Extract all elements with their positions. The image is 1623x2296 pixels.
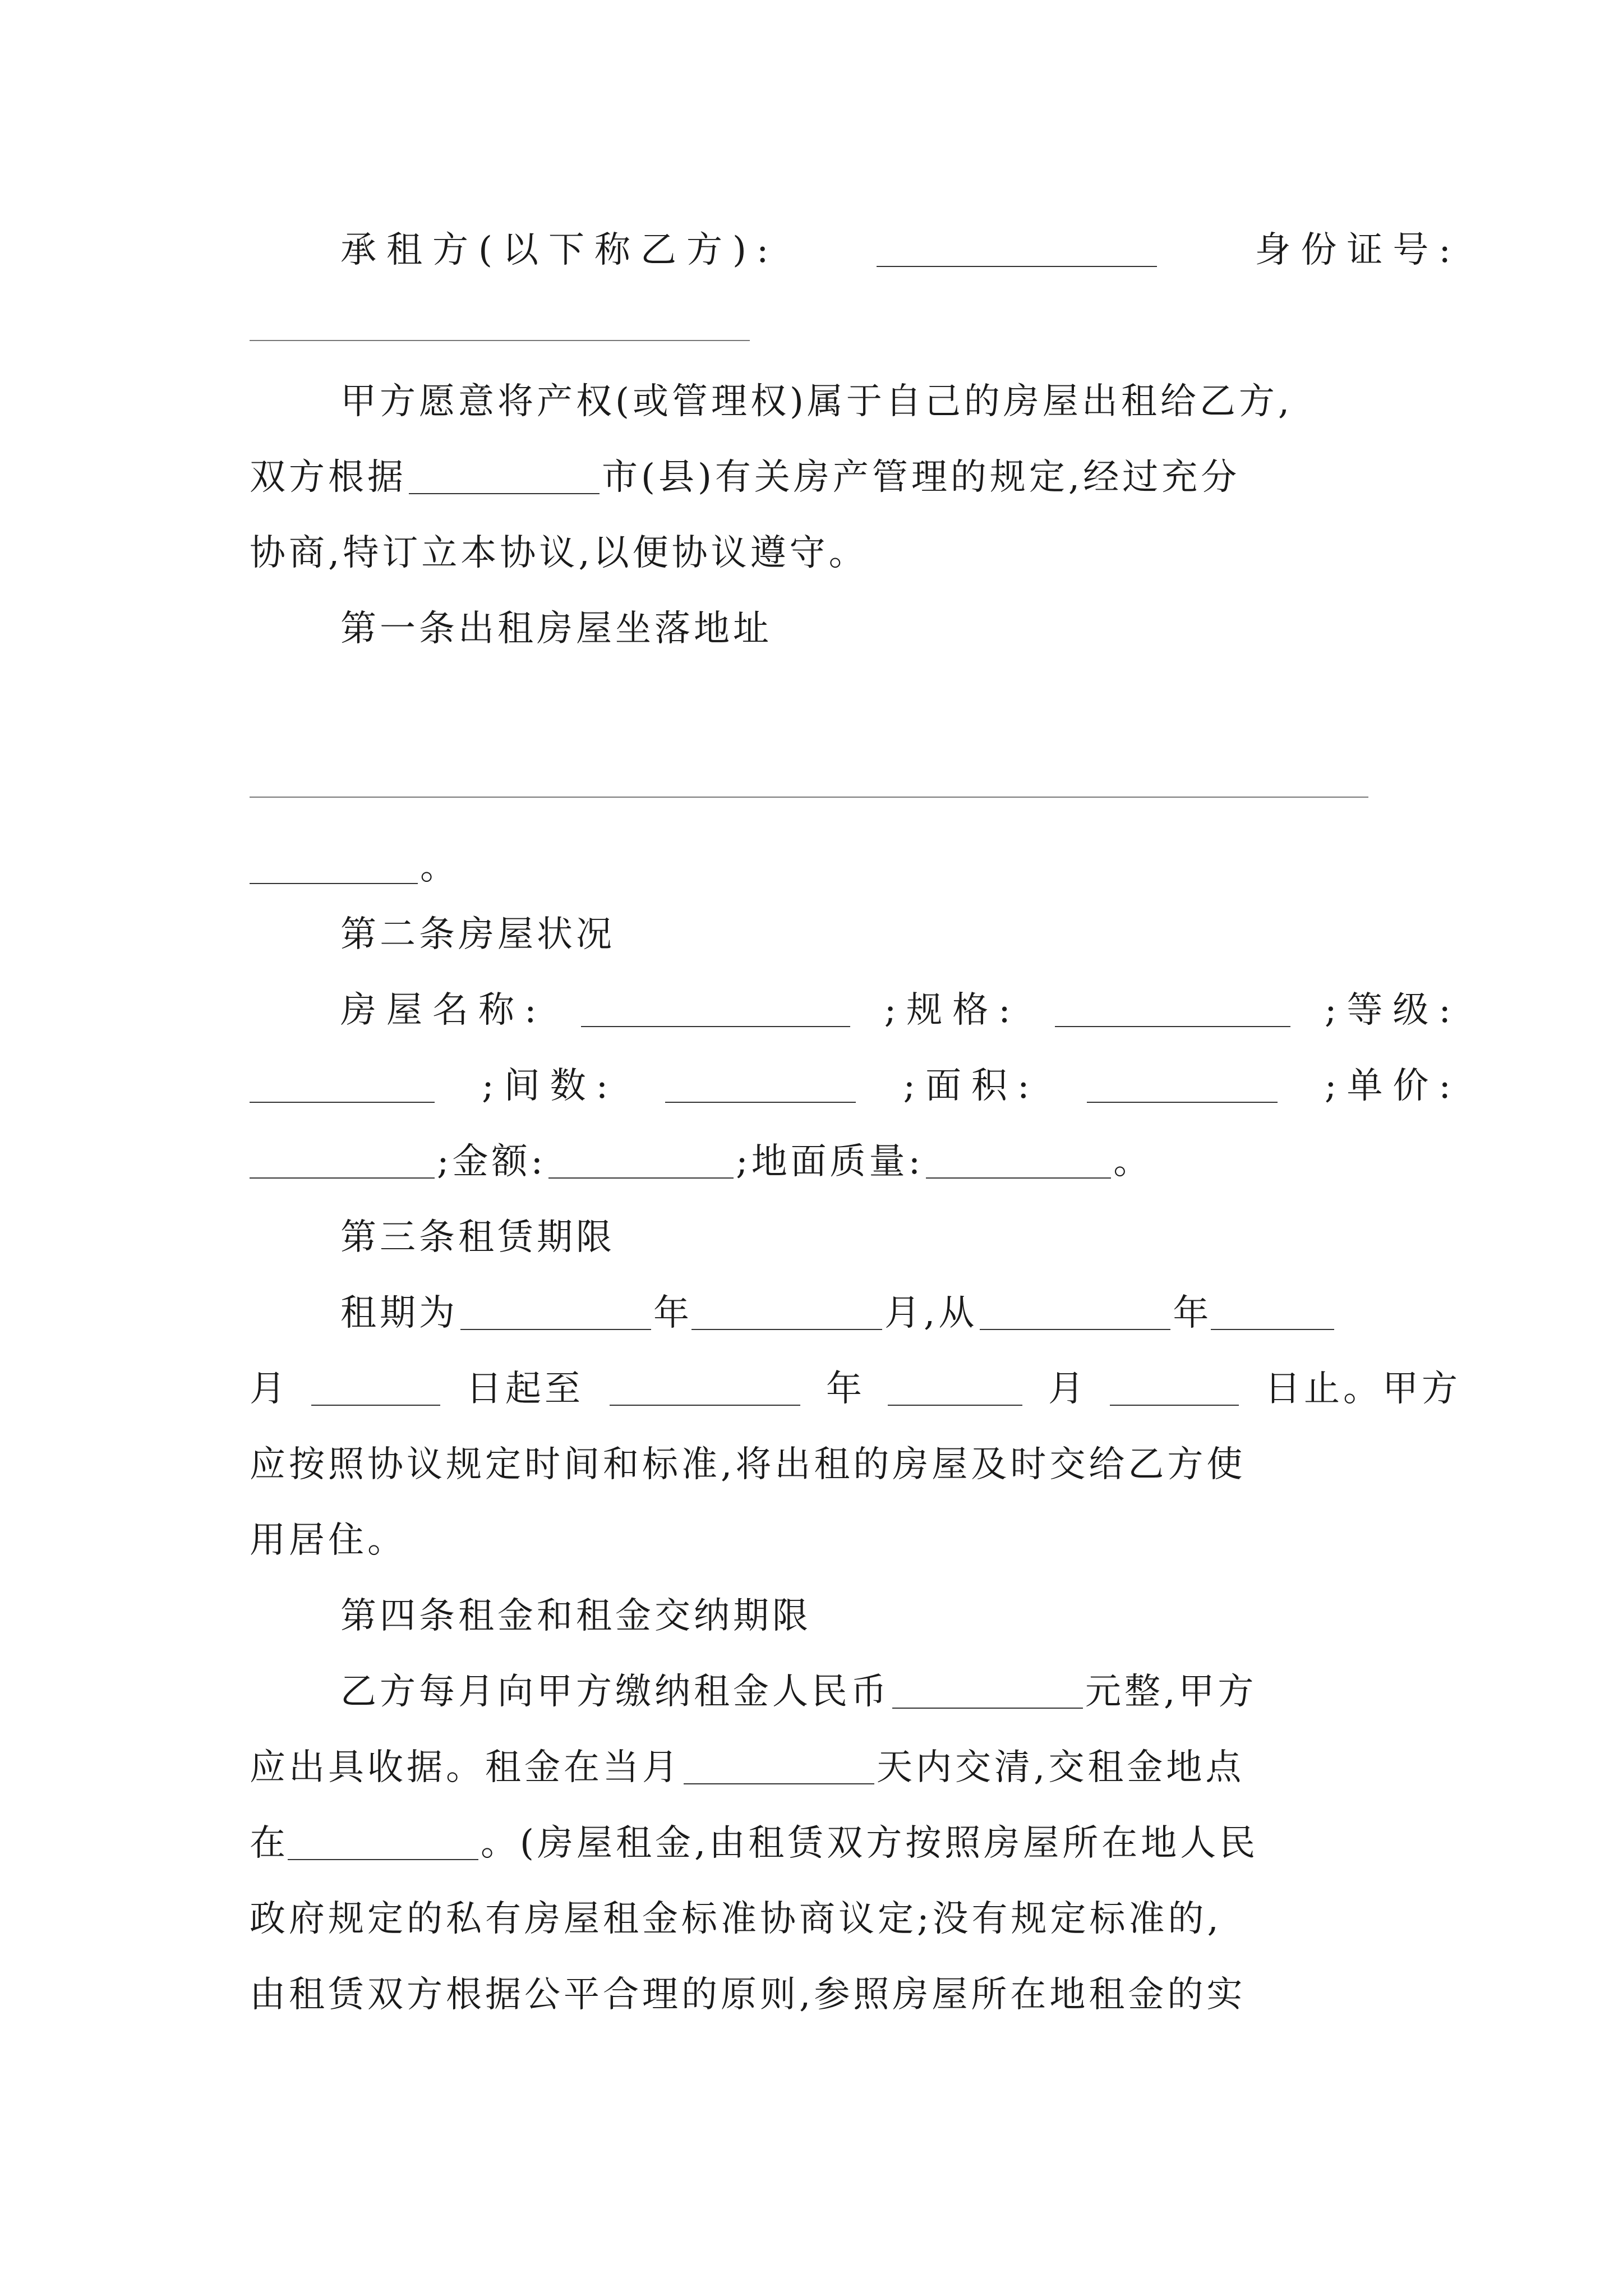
article-3-title: [340, 1195, 1461, 1262]
article-3-heading: 第三条租赁期限: [340, 1217, 615, 1258]
article-4-line-3: [250, 1801, 1461, 1868]
rent-place-blank[interactable]: [288, 1825, 478, 1860]
end-day-label: 日止。甲方: [1265, 1368, 1461, 1410]
intro-text-2a: 双方根据: [250, 457, 407, 498]
spec-blank[interactable]: [1055, 992, 1290, 1027]
article-1-title: [340, 586, 1461, 654]
article-3-line-4: [250, 1498, 1461, 1565]
amount-label: ;金额:: [437, 1141, 547, 1182]
intro-text-3: 协商,特订立本协议,以便协议遵守。: [250, 532, 868, 574]
article-2-line-2: [250, 1043, 1461, 1111]
area-label: ;面积:: [903, 1065, 1040, 1107]
rent-amount-label: 乙方每月向甲方缴纳租金人民币: [340, 1671, 890, 1713]
term-label: 租期为: [340, 1292, 458, 1334]
article-4-line-5: [250, 1952, 1461, 2019]
rooms-label: ;间数:: [482, 1065, 619, 1107]
unit-price-label: ;单价:: [1324, 1065, 1461, 1107]
article-2-period: 。: [1113, 1141, 1150, 1182]
term-months-blank[interactable]: [691, 1295, 882, 1330]
term-years-blank[interactable]: [460, 1295, 651, 1330]
spec-label: ;规格:: [884, 990, 1021, 1031]
term-from-label: 月,从: [884, 1292, 978, 1334]
rent-amount-unit: 元整,甲方: [1085, 1671, 1257, 1713]
lessee-name-blank[interactable]: [877, 232, 1157, 267]
article-1-heading: 第一条出租房屋坐落地址: [340, 608, 772, 650]
start-year-blank[interactable]: [980, 1295, 1170, 1330]
rent-due-days-blank[interactable]: [684, 1750, 874, 1784]
end-year-blank[interactable]: [610, 1371, 800, 1406]
start-month-blank[interactable]: [1211, 1295, 1334, 1330]
article-3-line-1: [340, 1271, 1461, 1338]
article-3-line-2: [250, 1346, 1461, 1414]
intro-line-2: [250, 435, 1461, 502]
lessee-label: 承租方(以下称乙方):: [340, 229, 779, 271]
article-2-line-3: [250, 1119, 1461, 1186]
article-2-line-1: [340, 968, 1461, 1035]
article-2-heading: 第二条房屋状况: [340, 914, 615, 955]
article-2-title: [340, 892, 1461, 959]
start-day-blank[interactable]: [311, 1371, 440, 1406]
intro-text-2b: 市(县)有关房产管理的规定,经过充分: [602, 457, 1241, 498]
id-number-label: 身份证号:: [1255, 229, 1461, 271]
article-3-text-4: 用居住。: [250, 1520, 407, 1561]
rooms-blank[interactable]: [665, 1068, 856, 1103]
end-year-unit: 年: [826, 1368, 862, 1410]
until-label: 日起至: [466, 1368, 584, 1410]
house-name-label: 房屋名称:: [340, 990, 547, 1031]
end-month-unit: 月: [1048, 1368, 1084, 1410]
start-month-unit: 月: [250, 1368, 285, 1410]
rent-place-prefix: 在: [250, 1823, 285, 1864]
floor-quality-label: ;地面质量:: [736, 1141, 924, 1182]
start-year-unit: 年: [1173, 1292, 1209, 1334]
unit-price-blank[interactable]: [250, 1144, 435, 1179]
end-day-blank[interactable]: [1110, 1371, 1239, 1406]
article-3-text-3: 应按照协议规定时间和标准,将出租的房屋及时交给乙方使: [250, 1444, 1246, 1485]
article-4-text-3: 。(房屋租金,由租赁双方按照房屋所在地人民: [481, 1823, 1259, 1864]
article-4-text-4: 政府规定的私有房屋租金标准协商议定;没有规定标准的,: [250, 1898, 1222, 1940]
city-blank[interactable]: [409, 459, 600, 494]
rent-amount-blank[interactable]: [892, 1674, 1083, 1709]
intro-line-1: [340, 359, 1461, 426]
intro-text-1: 甲方愿意将产权(或管理权)属于自己的房屋出租给乙方,: [340, 381, 1293, 422]
rent-due-label: 应出具收据。租金在当月: [250, 1747, 681, 1788]
rent-place-label: 天内交清,交租金地点: [877, 1747, 1245, 1788]
term-year-unit: 年: [653, 1292, 689, 1334]
address-blank-line-1[interactable]: [250, 797, 1368, 798]
id-number-blank[interactable]: [250, 340, 750, 341]
house-name-blank[interactable]: [581, 992, 850, 1027]
article-4-heading: 第四条租金和租金交纳期限: [340, 1595, 811, 1637]
grade-blank[interactable]: [250, 1068, 435, 1103]
article-4-line-2: [250, 1725, 1461, 1792]
article-1-address-end: [250, 825, 1461, 892]
floor-quality-blank[interactable]: [926, 1144, 1111, 1179]
address-blank-line-2[interactable]: [250, 849, 418, 884]
article-4-text-5: 由租赁双方根据公平合理的原则,参照房屋所在地租金的实: [250, 1974, 1246, 2016]
grade-label: ;等级:: [1324, 990, 1461, 1031]
amount-blank[interactable]: [548, 1144, 734, 1179]
intro-line-3: [250, 510, 1461, 578]
article-3-line-3: [250, 1422, 1461, 1489]
area-blank[interactable]: [1087, 1068, 1278, 1103]
end-month-blank[interactable]: [888, 1371, 1022, 1406]
article-4-line-4: [250, 1876, 1461, 1944]
article-4-line-1: [340, 1649, 1461, 1717]
lessee-line: [340, 208, 1461, 275]
article-1-period: 。: [420, 846, 456, 888]
article-4-title: [340, 1573, 1461, 1641]
